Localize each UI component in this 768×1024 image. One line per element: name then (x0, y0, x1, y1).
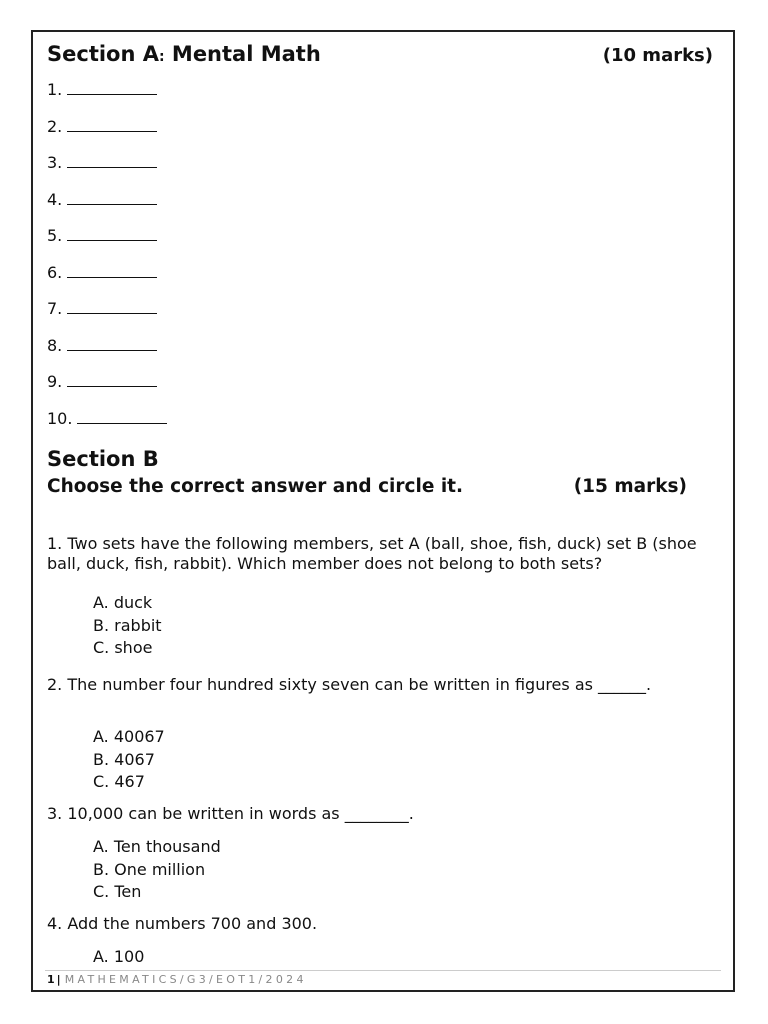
section-b-marks: (15 marks) (573, 476, 687, 497)
answer-options (93, 946, 144, 969)
footer-divider (45, 970, 721, 971)
option[interactable]: C. 467 (93, 772, 145, 791)
blank-line (67, 263, 157, 278)
option[interactable]: A. Ten thousand (93, 837, 221, 856)
section-b-instruction: (15 marks) Choose the correct answer and circle it. (47, 476, 687, 497)
answer-blank[interactable]: 6. (47, 263, 167, 300)
question-text: 3. 10,000 can be written in words as ________. (47, 804, 414, 823)
answer-blank[interactable]: 1. (47, 80, 167, 117)
answer-blank[interactable]: 2. (47, 117, 167, 154)
option[interactable]: B. 4067 (93, 749, 155, 769)
question-text: 2. The number four hundred sixty seven can be written in figures as ______. (47, 675, 652, 694)
course-code: MATHEMATICS/G3/EOT1/2024 (64, 973, 307, 986)
answer-blanks (47, 80, 167, 445)
option[interactable]: B. rabbit (93, 615, 162, 635)
blank-line (67, 299, 157, 314)
page-number: 1 (47, 973, 55, 986)
answer-blank[interactable]: 4. (47, 190, 167, 227)
section-b-title: Section B (47, 447, 159, 471)
answer-blank[interactable]: 3. (47, 153, 167, 190)
blank-line (67, 80, 157, 95)
answer-blank[interactable]: 9. (47, 372, 167, 409)
option[interactable]: B. One million (93, 859, 206, 879)
section-a-marks: (10 marks) (602, 45, 713, 66)
option[interactable]: A. 40067 (93, 727, 165, 746)
answer-blank[interactable]: 7. (47, 299, 167, 336)
page-footer (47, 973, 307, 986)
answer-options (93, 836, 221, 904)
answer-blank[interactable]: 10. (47, 409, 167, 446)
blank-line (67, 153, 157, 168)
question-text: 4. Add the numbers 700 and 300. (47, 914, 318, 933)
blank-line (67, 117, 157, 132)
answer-options (93, 726, 165, 794)
blank-line (67, 190, 157, 205)
option[interactable]: A. duck (93, 593, 153, 612)
option[interactable]: C. Ten (93, 882, 142, 901)
answer-blank[interactable]: 8. (47, 336, 167, 373)
blank-line (67, 336, 157, 351)
answer-blank[interactable]: 5. (47, 226, 167, 263)
section-a-title: Section A: Mental Math (47, 42, 321, 66)
question-text: 1. Two sets have the following members, set A (ball, shoe, fish, duck) set B (shoe ball, duck, fish, rabbit). Which member does not belong to both sets? (47, 534, 697, 573)
answer-options (93, 592, 162, 660)
blank-line (67, 372, 157, 387)
blank-line (67, 226, 157, 241)
option[interactable]: C. shoe (93, 638, 153, 657)
blank-line (77, 409, 167, 424)
footer-separator: | (56, 973, 61, 986)
option[interactable]: A. 100 (93, 947, 145, 966)
